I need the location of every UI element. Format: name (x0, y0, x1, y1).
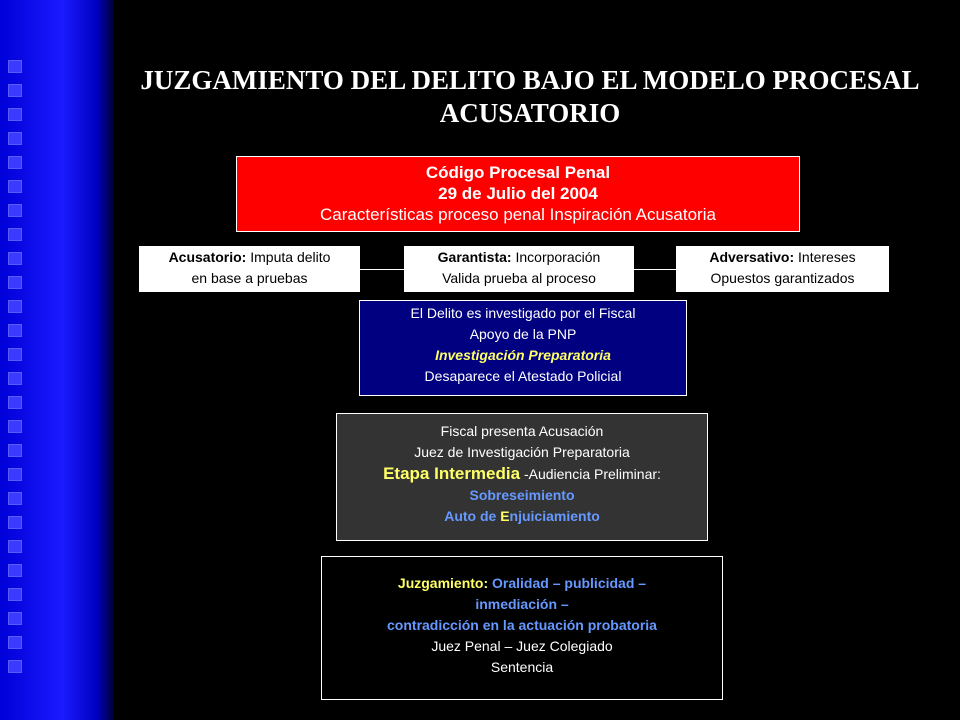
principle-acusatorio-box (139, 246, 360, 292)
principle-line2: Opuestos garantizados (710, 270, 855, 286)
principle-line1 (404, 247, 634, 268)
investigation-line2: Apoyo de la PNP (469, 326, 577, 342)
square-bullet-icon (8, 324, 22, 337)
trial-line1-rest: Oralidad – publicidad – (488, 575, 647, 591)
code-procesal-box (236, 156, 800, 232)
principle-rest: Imputa delito (246, 249, 331, 265)
square-bullet-icon (8, 180, 22, 193)
square-bullet-icon (8, 276, 22, 289)
square-bullet-icon (8, 516, 22, 529)
principle-line2: en base a pruebas (191, 270, 308, 286)
slide-title (120, 64, 940, 130)
principle-line2: Valida prueba al proceso (442, 270, 596, 286)
principle-line1 (676, 247, 889, 268)
slide-title-line2: ACUSATORIO (439, 98, 621, 128)
investigation-box (359, 300, 687, 396)
square-bullet-icon (8, 612, 22, 625)
trial-box (321, 556, 723, 700)
principle-garantista-box (404, 246, 634, 292)
principle-rest: Incorporación (511, 249, 601, 265)
square-bullet-icon (8, 60, 22, 73)
trial-line2: inmediación – (475, 596, 569, 612)
investigation-stage: Investigación Preparatoria (435, 347, 611, 363)
decorative-sidebar (0, 0, 114, 720)
principle-adversativo-box (676, 246, 889, 292)
square-bullet-icon (8, 252, 22, 265)
code-box-line1: Código Procesal Penal (425, 163, 611, 182)
slide-title-line1: JUZGAMIENTO DEL DELITO BAJO EL MODELO PROCESAL (140, 65, 920, 95)
square-bullet-icon (8, 108, 22, 121)
trial-line3: contradicción en la actuación probatoria (387, 617, 657, 633)
principle-term: Acusatorio: (168, 249, 247, 265)
connector-line (360, 269, 404, 270)
square-bullet-icon (8, 588, 22, 601)
intermediate-stage-rest: -Audiencia Preliminar: (520, 466, 661, 482)
intermediate-line5-b: E (500, 508, 510, 524)
square-bullet-icon (8, 660, 22, 673)
square-bullet-icon (8, 204, 22, 217)
square-bullet-icon (8, 564, 22, 577)
intermediate-box (336, 413, 708, 541)
square-bullet-icon (8, 540, 22, 553)
connector-line (634, 269, 676, 270)
principle-term: Garantista: (437, 249, 512, 265)
trial-line1 (322, 573, 722, 594)
investigation-line4: Desaparece el Atestado Policial (424, 368, 622, 384)
square-bullet-icon (8, 396, 22, 409)
square-bullet-icon (8, 468, 22, 481)
square-bullet-icon (8, 636, 22, 649)
square-bullet-icon (8, 444, 22, 457)
intermediate-line2: Juez de Investigación Preparatoria (414, 444, 630, 460)
square-bullet-icon (8, 420, 22, 433)
intermediate-line1: Fiscal presenta Acusación (440, 423, 604, 439)
intermediate-line5 (337, 506, 707, 527)
square-bullet-icon (8, 156, 22, 169)
square-bullet-icon (8, 228, 22, 241)
code-box-line2: 29 de Julio del 2004 (438, 184, 598, 203)
principle-term: Adversativo: (709, 249, 795, 265)
investigation-line1: El Delito es investigado por el Fiscal (410, 305, 636, 321)
square-bullet-icon (8, 132, 22, 145)
square-bullet-icon (8, 300, 22, 313)
square-bullet-icon (8, 492, 22, 505)
square-bullet-icon (8, 84, 22, 97)
sidebar-squares (8, 60, 24, 684)
trial-line4: Juez Penal – Juez Colegiado (431, 638, 613, 654)
square-bullet-icon (8, 348, 22, 361)
principle-rest: Intereses (794, 249, 856, 265)
intermediate-line5-a: Auto de (444, 508, 501, 524)
intermediate-stage: Etapa Intermedia (383, 464, 521, 483)
intermediate-line3 (337, 463, 707, 485)
principle-line1 (139, 247, 360, 268)
square-bullet-icon (8, 372, 22, 385)
intermediate-line4: Sobreseimiento (469, 487, 575, 503)
code-box-line3: Características proceso penal Inspiración Acusatoria (320, 205, 716, 224)
intermediate-line5-c: njuiciamiento (509, 508, 600, 524)
trial-line5: Sentencia (490, 659, 554, 675)
trial-term: Juzgamiento: (397, 575, 489, 591)
